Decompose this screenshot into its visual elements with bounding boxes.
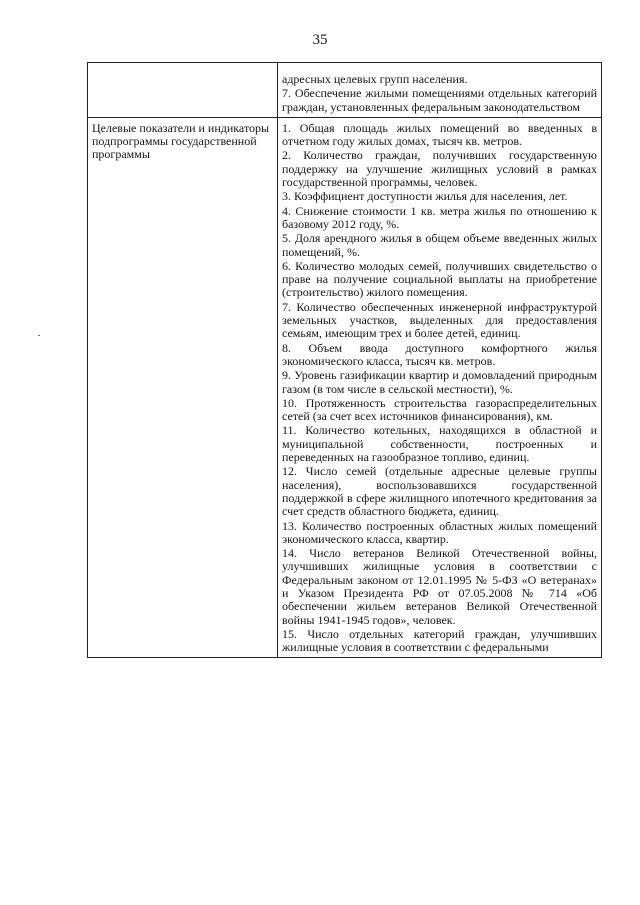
list-item: 12. Число семей (отдельные адресные целевые группы населения), воспользовавшихся государственной поддержкой в сфере жилищного ипотечного кредитования за счет средств областного бюджета, единиц. [282,464,597,519]
list-item: 10. Протяженность строительства газораспределительных сетей (за счет всех источников финансирования), км. [282,395,597,424]
table-row [88,117,602,658]
list-item: 9. Уровень газификации квартир и домовладений природным газом (в том числе в сельской местности), %. [282,368,597,396]
list-item: 7. Количество обеспеченных инженерной инфраструктурой земельных участков, выделенных для предоставления семьям, имеющим трех и более детей, единиц. [282,299,597,341]
label-cell [88,63,278,118]
list-item: 13. Количество построенных областных жилых помещений экономического класса, квартир. [282,518,597,546]
list-item: 1. Общая площадь жилых помещений во введенных в отчетном году жилых домах, тысяч кв. метров. [282,120,597,149]
list-item: 5. Доля арендного жилья в общем объеме введенных жилых помещений, %. [282,231,597,259]
content-cell [278,117,602,658]
content-cell [278,63,602,118]
scan-speck [38,335,40,336]
list-item: 2. Количество граждан, получивших государственную поддержку на улучшение жилищных условий в рамках государственной программы, человек. [282,148,597,190]
list-item: 4. Снижение стоимости 1 кв. метра жилья по отношению к базовому 2012 году, %. [282,203,597,231]
table-row [88,63,602,118]
list-item: 3. Коэффициент доступности жилья для населения, лет. [282,189,568,204]
list-item: 7. Обеспечение жилыми помещениями отдельных категорий граждан, установленных федеральным законодательством [282,86,597,114]
list-item: 15. Число отдельных категорий граждан, улучшивших жилищные условия в соответствии с федеральными [282,626,597,655]
list-item: 6. Количество молодых семей, получивших свидетельство о праве на получение социальной выплаты на приобретение (строительство) жилого помещения. [282,258,597,300]
list-item: адресных целевых групп населения. [282,72,468,86]
list-item: 11. Количество котельных, находящихся в областной и муниципальной собственности, построенных и переведенных на газообразное топливо, единиц. [282,423,597,465]
page-number: 35 [312,32,328,48]
list-item: 14. Число ветеранов Великой Отечественной войны, улучшивших жилищные условия в соответствии с Федеральным законом от 12.01.1995 № 5-ФЗ «О ветеранах» и Указом Президента РФ от 07.05.2008 № 714 «Об обеспечении жильем ветеранов Великой Отечественной войны 1941-1945 годов», человек. [282,546,597,627]
indicators-table [87,62,602,658]
label-cell: Целевые показатели и индикаторы подпрограммы государственной программы [88,117,278,658]
list-item: 8. Объем ввода доступного комфортного жилья экономического класса, тысяч кв. метров. [282,340,597,368]
